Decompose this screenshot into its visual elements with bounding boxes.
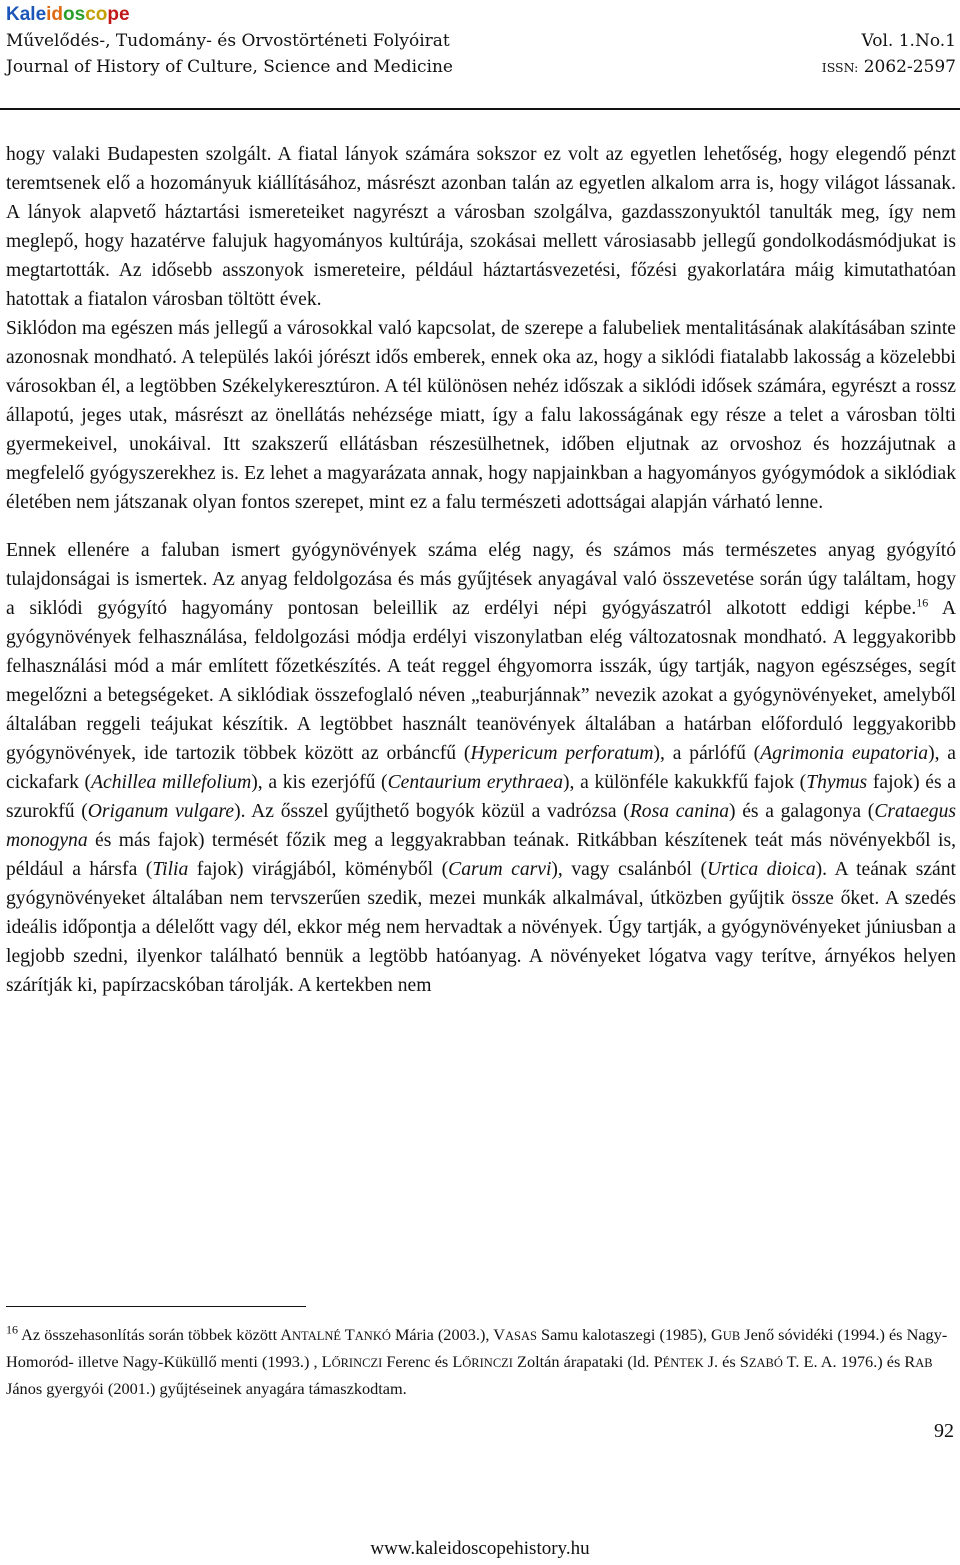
journal-title-hungarian: Művelődés-, Tudomány- és Orvostörténeti Folyóirat bbox=[6, 31, 450, 51]
species-name: Centaurium erythraea bbox=[387, 772, 564, 793]
species-name: Achillea millefolium bbox=[91, 772, 252, 793]
paragraph-3: Ennek ellenére a faluban ismert gyógynövények száma elég nagy, és számos más természetes anyag gyógyító tulajdonságai is ismertek. Az anyag feldolgozása és más gyűjtések anyagával való összevetése során úgy találtam, hogy a siklódi gyógyító hagyomány pontosan beleillik az erdélyi népi gyógyászatról alkotott eddigi képbe.$^{16}$ A gyógynövények felhasználása, feldolgozási módja erdélyi viszonylatban elég változatosnak mondható. A leggyakoribb felhasználási mód a már említett főzetkészítés. A teát reggel éhgyomorra isszák, úgy tartják, nagyon egészséges, segít megelőzni a betegségeket. A siklódiak összefoglaló néven „teaburjánnak” nevezik azokat a gyógynövényeket, amelyből általában reggeli teájukat készítik. A legtöbbet használt teanövények általában a határban előforduló leggyakoribb gyógynövények, ide tartozik többek között az orbáncfű (Hypericum perforatum), a párlófű (Agrimonia eupatoria), a cickafark (Achillea millefolium), a kis ezerjófű (Centaurium erythraea), a különféle kakukkfű fajok (Thymus fajok) és a szurokfű (Origanum vulgare). Az ősszel gyűjthető bogyók közül a vadrózsa (Rosa canina) és a galagonya (Crataegus monogyna és más fajok) termését főzik meg a leggyakrabban teának. Ritkábban készítenek teát más növényekből is, például a hársfa (Tilia fajok) virágjából, köményből (Carum carvi), vagy csalánból (Urtica dioica). A teának szánt gyógynövényeket általában nem tervszerűen szedik, mezei munkák alkalmával, útközben gyűjtik össze őket. A szedés ideális időpontja a délelőtt vagy dél, ekkor még nem hervadtak a növények. Úgy tartják, a gyógynövényeket júniusban a legjobb szedni, ilyenkor található bennük a legtöbb hatóanyag. A növényeket lógatva vagy terítve, árnyékos helyen szárítják ki, papírzacskóban tárolják. A kertekben nem bbox=[6, 540, 957, 996]
page-number: 92 bbox=[934, 1420, 954, 1442]
species-name: Crataegus monogyna bbox=[6, 801, 956, 851]
footnote-number: 16 bbox=[6, 1322, 18, 1337]
footnote-divider bbox=[6, 1306, 306, 1307]
volume-number: Vol. 1.No.1 bbox=[861, 31, 956, 51]
species-name: Rosa canina bbox=[629, 801, 730, 822]
journal-header bbox=[6, 0, 956, 81]
issn-number: 2062-2597 bbox=[863, 57, 956, 77]
footer-url[interactable]: www.kaleidoscopehistory.hu bbox=[370, 1538, 590, 1559]
species-name: Urtica dioica bbox=[706, 859, 816, 880]
species-name: Origanum vulgare bbox=[87, 801, 235, 822]
species-name: Thymus bbox=[806, 772, 868, 793]
journal-logo: Kaleidoscope bbox=[6, 4, 130, 25]
footnote-reference[interactable]: 16 bbox=[916, 595, 929, 610]
issn bbox=[822, 54, 956, 81]
species-name: Hypericum perforatum bbox=[470, 743, 654, 764]
issn-label: ISSN: bbox=[821, 60, 859, 75]
journal-title-english: Journal of History of Culture, Science and Medicine bbox=[6, 57, 453, 77]
header-divider bbox=[0, 108, 960, 110]
species-name: Agrimonia eupatoria bbox=[760, 743, 929, 764]
species-name: Tilia bbox=[152, 859, 189, 880]
paragraph-2: Siklódon ma egészen más jellegű a városokkal való kapcsolat, de szerepe a falubeliek mentalitásának alakításában szinte azonosnak mondható. A település lakói jórészt idős emberek, ennek oka az, hogy a siklódi fiatalabb lakosság a közelebbi városokban él, a legtöbben Székelykeresztúron. A tél különösen nehéz időszak a siklódi idősek számára, egyrészt a rossz állapotú, jeges utak, másrészt az önellátás nehézsége miatt, így a falu lakosságának egy része a telet a városban tölti gyermekeivel, unokáival. Itt szakszerű ellátásban részesülhetnek, időben eljutnak az orvoshoz és hozzájutnak a megfelelő gyógyszerekhez is. Ez lehet a magyarázata annak, hogy napjainkban a hagyományos gyógymódok a siklódiak életében nem játszanak olyan fontos szerepet, mint ez a falu természeti adottságai alapján várható lenne. bbox=[6, 318, 956, 513]
article-body bbox=[6, 140, 956, 1000]
species-name: Carum carvi bbox=[448, 859, 552, 880]
footnote: $^{16}$ Az összehasonlítás során többek között ANTALNÉ TANKÓ Mária (2003.), VASAS Samu kalotaszegi (1985), GUB Jenő sóvidéki (1994.) és Nagy-Homoród- illetve Nagy-Küküllő menti (1993.) , LŐRINCZI Ferenc és LŐRINCZI Zoltán árapataki (ld. PÉNTEK J. és SZABÓ T. E. A. 1976.) és RAB János gyergyói (2001.) gyűjtéseinek anyagára támaszkodtam. bbox=[6, 1322, 948, 1398]
paragraph-1: hogy valaki Budapesten szolgált. A fiatal lányok számára sokszor ez volt az egyetlen lehetőség, hogy elegendő pénzt teremtsenek elő a hozományuk kiállításához, másrészt azonban talán az egyetlen alkalom arra is, hogy világot lássanak. A lányok alapvető háztartási ismereteiket nagyrészt a városban szolgálva, gazdasszonyuktól tanulták meg, így nem meglepő, hogy hazatérve falujuk hagyományos kultúrája, szokásai mellett városiasabb jellegű gondolkodásmódjukat is megtartották. Az idősebb asszonyok ismereteire, például háztartásvezetési, főzési gyakorlatára máig kimutathatóan hatottak a fiatalon városban töltött évek. bbox=[6, 144, 956, 310]
